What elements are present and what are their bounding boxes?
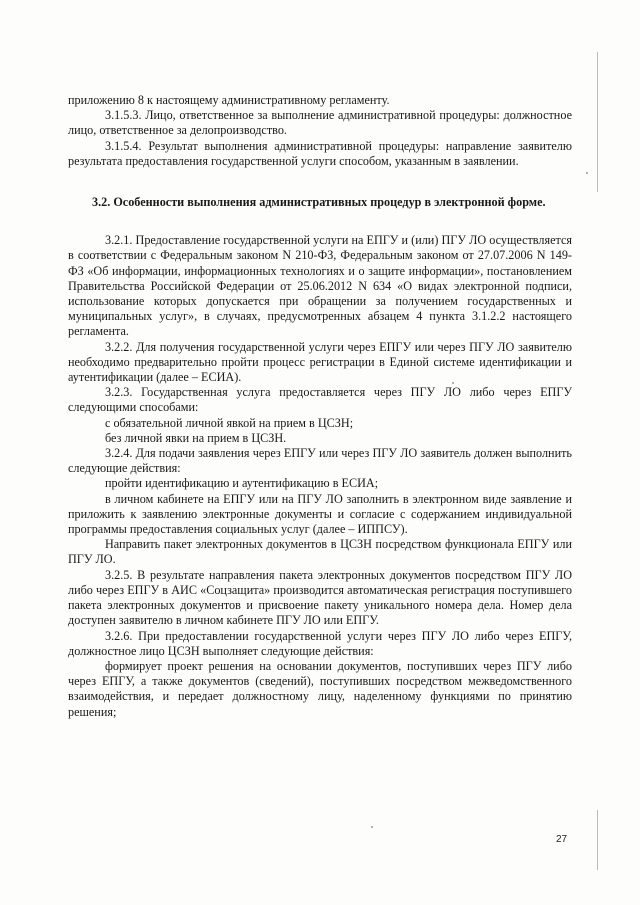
paragraph: 3.2.5. В результате направления пакета электронных документов посредством ПГУ ЛО либо через ЕПГУ в АИС «Соцзащита» производится автоматическая регистрация поступившего пакета электронных документов и присвоение пакету уникального номера дела. Номер дела доступен заявителю в личном кабинете ПГУ ЛО или ЕПГУ. xyxy=(68,567,572,628)
scan-speck xyxy=(586,172,588,174)
document-page xyxy=(68,93,572,720)
paragraph: 3.2.1. Предоставление государственной услуги на ЕПГУ и (или) ПГУ ЛО осуществляется в соответствии с Федеральным законом N 210-ФЗ, Федеральным законом от 27.07.2006 N 149-ФЗ «Об информации, информационных технологиях и о защите информации», постановлением Правительства Российской Федерации от 25.06.2012 N 634 «О видах электронной подписи, использование которых допускается при обращении за получением государственных и муниципальных услуг», в случаях, предусмотренных абзацем 4 пункта 3.1.2.2 настоящего регламента. xyxy=(68,233,572,339)
list-item: пройти идентификацию и аутентификацию в ЕСИА; xyxy=(105,476,379,491)
paragraph: 3.2.3. Государственная услуга предоставляется через ПГУ ЛО либо через ЕПГУ следующими способами: xyxy=(68,385,572,415)
section-heading: 3.2. Особенности выполнения административных процедур в электронной форме. xyxy=(92,195,546,210)
paragraph: приложению 8 к настоящему административному регламенту. xyxy=(68,93,390,107)
paragraph: 3.1.5.3. Лицо, ответственное за выполнение административной процедуры: должностное лицо, ответственное за делопроизводство. xyxy=(68,108,572,138)
scan-edge-mark xyxy=(597,52,598,192)
paragraph: 3.2.6. При предоставлении государственной услуги через ПГУ ЛО либо через ЕПГУ, должностное лицо ЦСЗН выполняет следующие действия: xyxy=(68,628,572,658)
list-item: с обязательной личной явкой на прием в ЦСЗН; xyxy=(105,415,354,430)
scan-speck xyxy=(452,382,454,384)
list-item: без личной явки на прием в ЦСЗН. xyxy=(105,430,287,445)
list-item: формирует проект решения на основании документов, поступивших через ПГУ либо через ЕПГУ, а также документов (сведений), поступивших посредством межведомственного взаимодействия, и передает должностному лицу, наделенному функциями по принятию решения; xyxy=(68,658,572,719)
scan-speck xyxy=(371,826,373,828)
scan-edge-mark xyxy=(597,810,598,870)
paragraph: 3.2.2. Для получения государственной услуги через ЕПГУ или через ПГУ ЛО заявителю необходимо предварительно пройти процесс регистрации в Единой системе идентификации и аутентификации (далее – ЕСИА). xyxy=(68,339,572,385)
paragraph: 3.1.5.4. Результат выполнения административной процедуры: направление заявителю результата предоставления государственной услуги способом, указанным в заявлении. xyxy=(68,138,572,168)
page-number: 27 xyxy=(556,834,568,845)
paragraph: 3.2.4. Для подачи заявления через ЕПГУ или через ПГУ ЛО заявитель должен выполнить следующие действия: xyxy=(68,446,572,476)
list-item: в личном кабинете на ЕПГУ или на ПГУ ЛО заполнить в электронном виде заявление и приложить к заявлению электронные документы и согласие с содержанием индивидуальной программы предоставления социальных услуг (далее – ИППСУ). xyxy=(68,491,572,537)
paragraph: Направить пакет электронных документов в ЦСЗН посредством функционала ЕПГУ или ПГУ ЛО. xyxy=(68,537,572,567)
